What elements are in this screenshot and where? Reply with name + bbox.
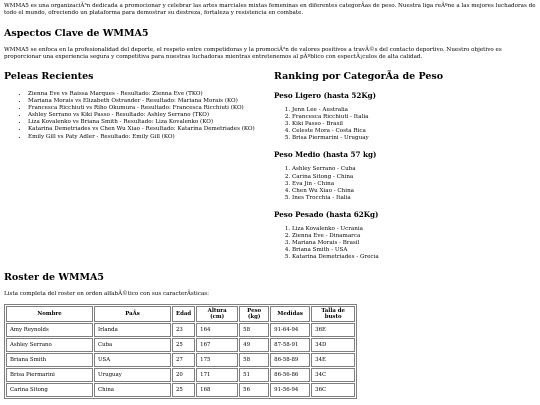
list-item: • Katarina Demetriades vs Chen Wu Xiao - Resultado: Katarina Demetriades (KO) — [28, 126, 274, 133]
table-cell: 27 — [172, 353, 195, 367]
table-cell: 58 — [239, 353, 269, 367]
table-cell: 36C — [311, 383, 355, 397]
table-cell: 49 — [239, 338, 269, 352]
roster-table — [4, 304, 357, 399]
list-item: 5. Brisa Piermarini - Uruguay — [292, 135, 536, 142]
aspectos-paragraph: WMMA5 se enfoca en la profesionalidad del deporte, el respeto entre competidoras y la promociÃ³n de valores positivos a travÃ©s del contacto deportivo. Nuestro objetivo es proporcionar una experiencia segura y competitiva para nuestras luchadoras mientras entretenemos al pÃºblico con espectÃ¡culos de alta calidad. — [4, 47, 502, 60]
list-item: • Mariana Morais vs Elizabeth Ostrander - Resultado: Mariana Morais (KO) — [28, 98, 274, 105]
ranking-list-ligero — [274, 107, 536, 142]
column-header-edad: Edad — [172, 306, 195, 322]
table-cell: 87-58-91 — [270, 338, 310, 352]
table-cell: 25 — [172, 383, 195, 397]
table-cell: 167 — [196, 338, 238, 352]
list-item: • Ashley Serrano vs Kiki Passo - Resultado: Ashley Serrano (TKO) — [28, 112, 274, 119]
table-cell: 34C — [311, 368, 355, 382]
list-item: 3. Eva Jin - China — [292, 181, 536, 188]
table-row — [6, 338, 355, 352]
list-item: 1. Ashley Serrano - Cuba — [292, 166, 536, 173]
roster-heading: Roster de WMMA5 — [4, 272, 105, 284]
column-header-talla: Talla de busto — [311, 306, 355, 322]
table-cell: 164 — [196, 323, 238, 337]
table-cell: China — [94, 383, 171, 397]
list-item: 2. Francesca Ricchiuti - Italia — [292, 114, 536, 121]
table-cell: 20 — [172, 368, 195, 382]
list-item: • Liza Kovalenko vs Briana Smith - Resultado: Liza Kovalenko (KO) — [28, 119, 274, 126]
table-cell: USA — [94, 353, 171, 367]
table-cell: 25 — [172, 338, 195, 352]
list-item: 2. Zienna Eve - Dinamarca — [292, 233, 536, 240]
table-cell: 91-56-94 — [270, 383, 310, 397]
list-item: • Zienna Eve vs Raissa Marques - Resultado: Zienna Eve (TKO) — [28, 91, 274, 98]
peleas-section — [4, 71, 274, 269]
table-cell: 91-64-94 — [270, 323, 310, 337]
list-item: 5. Katarina Demetriades - Grecia — [292, 254, 536, 261]
table-cell: Ashley Serrano — [6, 338, 93, 352]
table-cell: 51 — [239, 368, 269, 382]
list-item: 3. Mariana Morais - Brasil — [292, 240, 536, 247]
list-item: • Emily Gill vs Paty Adler - Resultado: Emily Gill (KO) — [28, 134, 274, 141]
table-header-row — [6, 306, 355, 322]
table-row — [6, 368, 355, 382]
list-item: 3. Kiki Passo - Brasil — [292, 121, 536, 128]
column-header-peso: Peso (kg) — [239, 306, 269, 322]
table-cell: 56 — [239, 383, 269, 397]
table-cell: 168 — [196, 383, 238, 397]
aspectos-heading: Aspectos Clave de WMMA5 — [4, 28, 149, 39]
list-item: 4. Chen Wu Xiao - China — [292, 188, 536, 195]
category-heading-pesado: Peso Pesado (hasta 62Kg) — [274, 209, 379, 219]
table-cell: 34E — [311, 353, 355, 367]
table-cell: 86-58-89 — [270, 353, 310, 367]
roster-description: Lista completa del roster en orden alfabÃ©tico con sus caracterÃsticas: — [4, 291, 210, 298]
list-item: 1. Jenn Lee - Australia — [292, 107, 536, 114]
table-cell: 171 — [196, 368, 238, 382]
list-item: 1. Liza Kovalenko - Ucrania — [292, 226, 536, 233]
table-row — [6, 383, 355, 397]
category-heading-medio: Peso Medio (hasta 57 kg) — [274, 150, 377, 160]
column-header-altura: Altura (cm) — [196, 306, 238, 322]
column-header-nombre: Nombre — [6, 306, 93, 322]
table-cell: Amy Reynolds — [6, 323, 93, 337]
table-cell: Cuba — [94, 338, 171, 352]
table-cell: 36E — [311, 323, 355, 337]
list-item: 4. Briana Smith - USA — [292, 247, 536, 254]
table-cell: 175 — [196, 353, 238, 367]
table-cell: 86-56-86 — [270, 368, 310, 382]
table-cell: 58 — [239, 323, 269, 337]
table-cell: 34D — [311, 338, 355, 352]
two-column-section — [4, 71, 536, 269]
list-item: • Francesca Ricchiuti vs Riho Okumura - Resultado: Francesca Ricchiuti (KO) — [28, 105, 274, 112]
column-header-pais: PaÃs — [94, 306, 171, 322]
table-cell: Carina Sitong — [6, 383, 93, 397]
table-cell: Briana Smith — [6, 353, 93, 367]
peleas-list — [4, 91, 274, 141]
table-cell: Brisa Piermarini — [6, 368, 93, 382]
ranking-list-medio — [274, 166, 536, 201]
table-row — [6, 323, 355, 337]
intro-paragraph: WMMA5 es una organizaciÃ³n dedicada a promocionar y celebrar las artes marciales mixtas femeninas en diferentes categorÃas de peso. Nuestra liga reÃºne a las mejores luchadoras de todo el mundo, ofreciendo un plataforma para demostrar su destreza, fortaleza y resistencia en combate. — [4, 3, 536, 16]
table-row — [6, 353, 355, 367]
table-cell: Irlanda — [94, 323, 171, 337]
column-header-medidas: Medidas — [270, 306, 310, 322]
table-cell: Uruguay — [94, 368, 171, 382]
ranking-list-pesado — [274, 226, 536, 261]
table-cell: 23 — [172, 323, 195, 337]
ranking-heading: Ranking por CategorÃa de Peso — [274, 71, 444, 82]
category-heading-ligero: Peso Ligero (hasta 52Kg) — [274, 91, 377, 100]
peleas-heading: Peleas Recientes — [4, 71, 94, 82]
ranking-section — [274, 71, 536, 269]
list-item: 2. Carina Sitong - China — [292, 174, 536, 181]
list-item: 4. Celeste Mora - Costa Rica — [292, 128, 536, 135]
list-item: 5. Ines Trocchia - Italia — [292, 195, 536, 202]
